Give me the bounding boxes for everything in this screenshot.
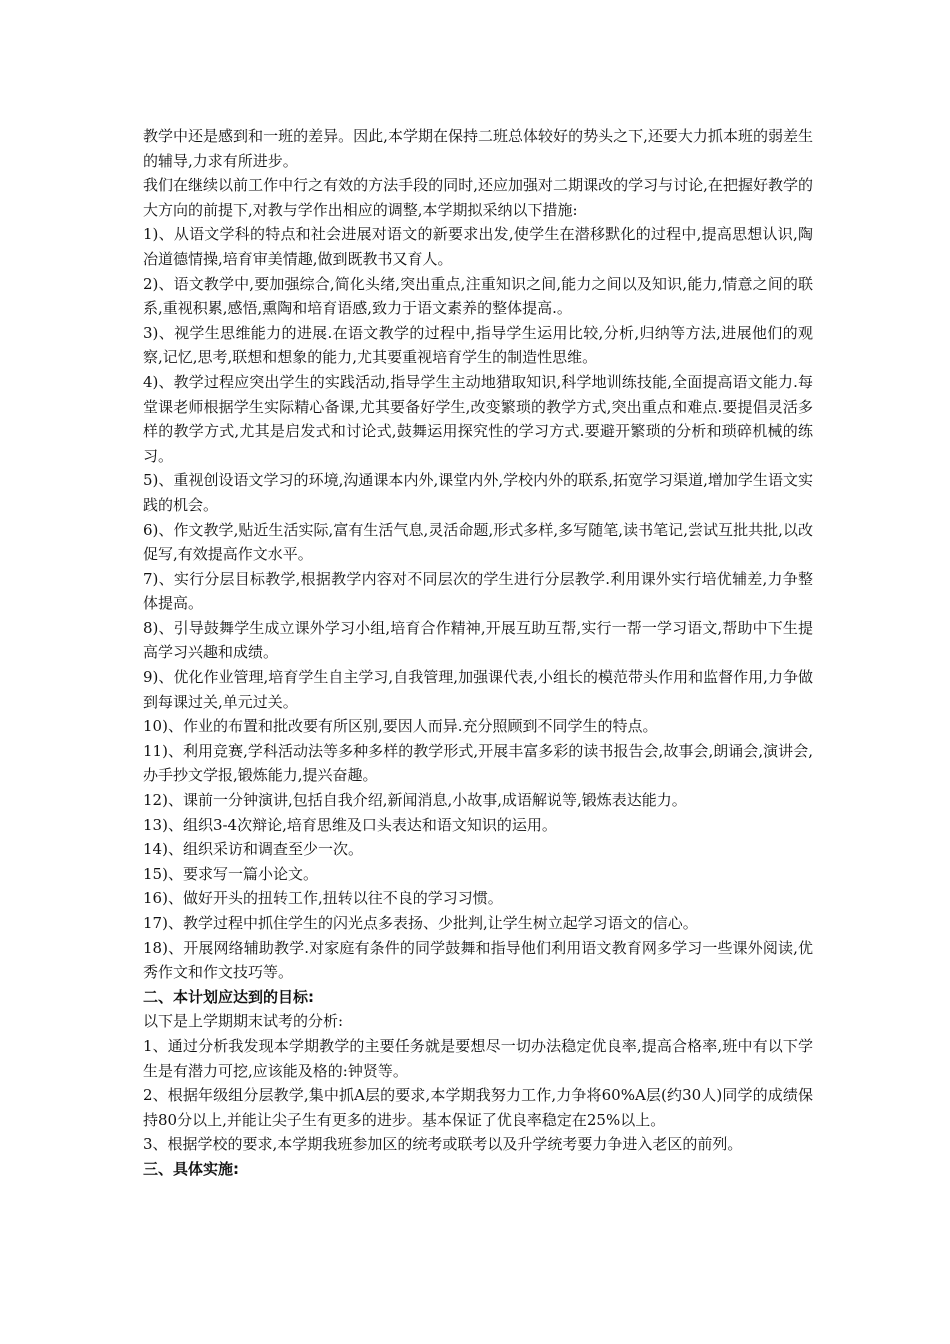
paragraph: 13)、组织3-4次辩论,培育思维及口头表达和语文知识的运用。 [143,815,557,834]
paragraph: 10)、作业的布置和批改要有所区别,要因人而异.充分照顾到不同学生的特点。 [143,717,658,736]
paragraph: 14)、组织采访和调查至少一次。 [143,840,363,859]
paragraph: 7)、实行分层目标教学,根据教学内容对不同层次的学生进行分层教学.利用课外实行培优辅差,力争整体提高。 [143,569,813,613]
paragraph: 3、根据学校的要求,本学期我班参加区的统考或联考以及升学统考要力争进入老区的前列。 [143,1135,743,1154]
paragraph: 5)、重视创设语文学习的环境,沟通课本内外,课堂内外,学校内外的联系,拓宽学习渠道,增加学生语文实践的机会。 [143,471,813,514]
paragraph: 16)、做好开头的扭转工作,扭转以往不良的学习习惯。 [143,889,503,908]
paragraph: 以下是上学期期末试考的分析: [143,1012,344,1031]
section-heading: 三、具体实施: [143,1159,239,1178]
paragraph: 1)、从语文学科的特点和社会进展对语文的新要求出发,使学生在潜移默化的过程中,提高思想认识,陶冶道德情操,培育审美情趣,做到既教书又育人。 [143,225,813,268]
paragraph: 1、通过分析我发现本学期教学的主要任务就是要想尽一切办法稳定优良率,提高合格率,班中有以下学生是有潜力可挖,应该能及格的:钟贤等。 [143,1036,813,1080]
paragraph: 11)、利用竞赛,学科活动法等多种多样的教学形式,开展丰富多彩的读书报告会,故事会,朗诵会,演讲会,办手抄文学报,锻炼能力,提兴奋趣。 [143,741,813,785]
paragraph: 2)、语文教学中,要加强综合,简化头绪,突出重点,注重知识之间,能力之间以及知识,能力,情意之间的联系,重视积累,感悟,熏陶和培育语感,致力于语文素养的整体提高.。 [143,274,813,318]
paragraph: 教学中还是感到和一班的差异。因此,本学期在保持二班总体较好的势头之下,还要大力抓本班的弱差生的辅导,力求有所进步。 [143,127,813,170]
paragraph: 15)、要求写一篇小论文。 [143,864,318,883]
paragraph: 17)、教学过程中抓住学生的闪光点多表扬、少批判,让学生树立起学习语文的信心。 [143,914,698,932]
paragraph: 9)、优化作业管理,培育学生自主学习,自我管理,加强课代表,小组长的模范带头作用和监督作用,力争做到每课过关,单元过关。 [143,668,813,711]
paragraph: 4)、教学过程应突出学生的实践活动,指导学生主动地猎取知识,科学地训练技能,全面提高语文能力.每堂课老师根据学生实际精心备课,尤其要备好学生,改变繁琐的教学方式,突出重点和难点.要提倡灵活多样的教学方式,尤其是启发式和讨论式,鼓舞运用探究性的学习方式.要避开繁琐的分析和琐碎机械的练习。 [143,372,813,465]
paragraph: 2、根据年级组分层教学,集中抓A层的要求,本学期我努力工作,力争将60%A层(约30人)同学的成绩保持80分以上,并能让尖子生有更多的进步。基本保证了优良率稳定在25%以上。 [143,1086,813,1129]
paragraph: 8)、引导鼓舞学生成立课外学习小组,培育合作精神,开展互助互帮,实行一帮一学习语文,帮助中下生提高学习兴趣和成绩。 [143,618,813,662]
paragraph: 6)、作文教学,贴近生活实际,富有生活气息,灵活命题,形式多样,多写随笔,读书笔记,尝试互批共批,以改促写,有效提高作文水平。 [143,520,813,564]
section-heading: 二、本计划应达到的目标: [143,987,314,1006]
document-body [143,124,813,1182]
paragraph: 18)、开展网络辅助教学.对家庭有条件的同学鼓舞和指导他们利用语文教育网多学习一些课外阅读,优秀作文和作文技巧等。 [143,938,813,982]
paragraph: 12)、课前一分钟演讲,包括自我介绍,新闻消息,小故事,成语解说等,锻炼表达能力。 [143,791,687,810]
paragraph: 我们在继续以前工作中行之有效的方法手段的同时,还应加强对二期课改的学习与讨论,在把握好教学的大方向的前提下,对教与学作出相应的调整,本学期拟采纳以下措施: [143,176,813,219]
paragraph: 3)、视学生思维能力的进展.在语文教学的过程中,指导学生运用比较,分析,归纳等方法,进展他们的观察,记忆,思考,联想和想象的能力,尤其要重视培育学生的制造性思维。 [143,323,813,367]
